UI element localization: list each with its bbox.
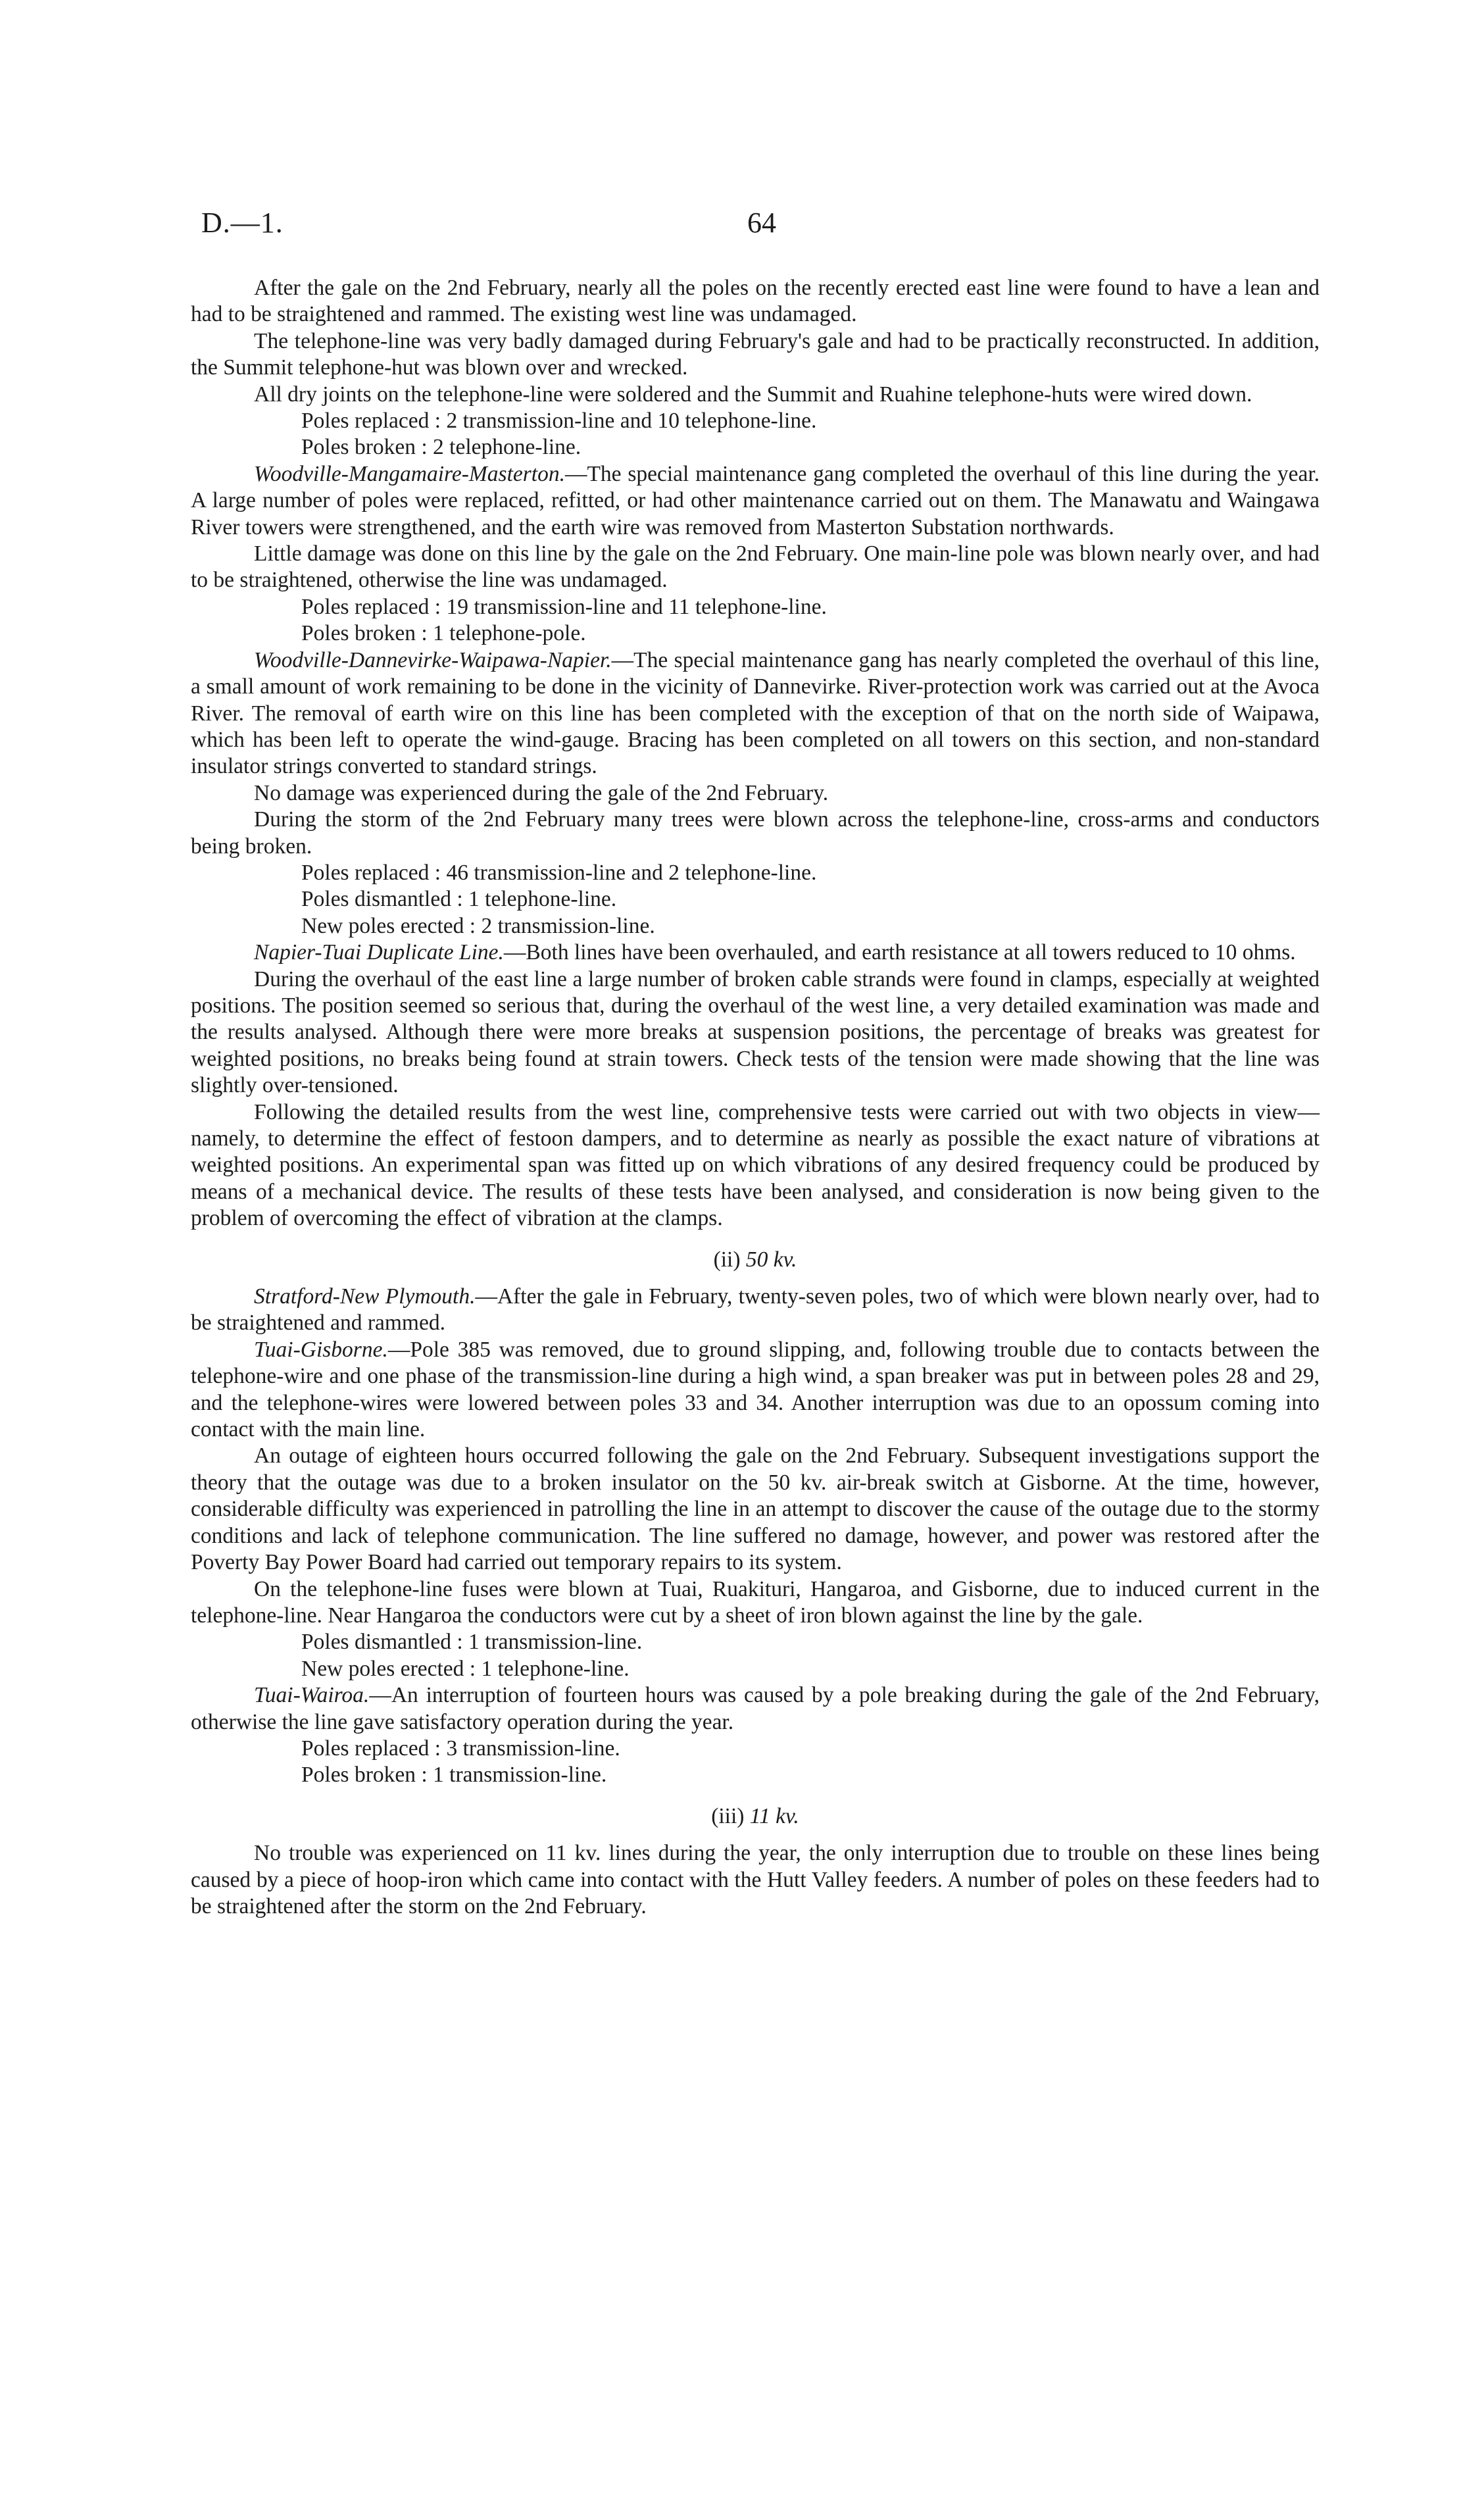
paragraph: On the telephone-line fuses were blown at Tuai, Ruakituri, Hangaroa, and Gisborne, due to induced current in the telephone-line. Near Hangaroa the conductors were cut by a sheet of iron blown against the line by the gale. (191, 1576, 1320, 1628)
pole-stat-line: Poles broken : 1 transmission-line. (301, 1763, 607, 1788)
pole-stat-line: Poles replaced : 19 transmission-line and 11 telephone-line. (301, 594, 827, 619)
pole-stat-line: Poles replaced : 3 transmission-line. (301, 1736, 620, 1761)
section-paragraph: Woodville-Dannevirke-Waipawa-Napier.—The special maintenance gang has nearly completed the overhaul of this line, a small amount of work remaining to be done in the vicinity of Dannevirke. River-protection work was carried out at the Avoca River. The removal of earth wire on this line has been completed with the exception of that on the north side of Waipawa, which has been left to operate the wind-gauge. Bracing has been completed on all towers on this section, and non-standard insulator strings converted to standard strings. (191, 647, 1320, 779)
paragraph: An outage of eighteen hours occurred following the gale on the 2nd February. Subsequent investigations support the theory that the outage was due to a broken insulator on the 50 kv. air-break switch at Gisborne. At the time, however, considerable difficulty was experienced in patrolling the line in an attempt to discover the cause of the outage due to the stormy conditions and lack of telephone communication. The line suffered no damage, however, and power was restored after the Poverty Bay Power Board had carried out temporary repairs to its system. (191, 1443, 1320, 1575)
section-title: Woodville-Dannevirke-Waipawa-Napier. (254, 647, 612, 672)
pole-stat-line: Poles broken : 2 telephone-line. (301, 435, 581, 460)
pole-stat-line: New poles erected : 1 telephone-line. (301, 1656, 630, 1681)
section-heading: (ii) 50 kv. (713, 1247, 797, 1272)
document-reference: D.—1. (201, 207, 284, 239)
page-number: 64 (747, 207, 776, 239)
section-heading: (iii) 11 kv. (711, 1803, 799, 1828)
section-title: Tuai-Wairoa. (254, 1683, 370, 1708)
paragraph: Following the detailed results from the west line, comprehensive tests were carried out with two objects in view—namely, to determine the effect of festoon dampers, and to determine as nearly as possible the exact nature of vibrations at weighted positions. An experimental span was fitted up on which vibrations of any desired frequency could be produced by means of a mechanical device. The results of these tests have been analysed, and consideration is now being given to the problem of overcoming the effect of vibration at the clamps. (191, 1099, 1320, 1231)
paragraph: After the gale on the 2nd February, nearly all the poles on the recently erected east line were found to have a lean and had to be straightened and rammed. The existing west line was undamaged. (191, 276, 1320, 327)
paragraph: No damage was experienced during the gale of the 2nd February. (254, 780, 829, 805)
pole-stats (301, 594, 1320, 647)
pole-stat-line: Poles broken : 1 telephone-pole. (301, 621, 586, 646)
pole-stat-line: Poles dismantled : 1 telephone-line. (301, 887, 617, 912)
paragraph: During the storm of the 2nd February many trees were blown across the telephone-line, cross-arms and conductors being broken. (191, 807, 1320, 859)
pole-stats (301, 1629, 1320, 1682)
section-title: Woodville-Mangamaire-Masterton. (254, 461, 565, 486)
section-paragraph: Woodville-Mangamaire-Masterton.—The special maintenance gang completed the overhaul of this line during the year. A large number of poles were replaced, refitted, or had other maintenance carried out on them. The Manawatu and Waingawa River towers were strengthened, and the earth wire was removed from Masterton Substation northwards. (191, 461, 1320, 539)
paragraph: During the overhaul of the east line a large number of broken cable strands were found in clamps, especially at weighted positions. The position seemed so serious that, during the overhaul of the west line, a very detailed examination was made and the results analysed. Although there were more breaks at suspension positions, the percentage of breaks was greatest for weighted positions, no breaks being found at strain towers. Check tests of the tension were made showing that the line was slightly over-tensioned. (191, 966, 1320, 1098)
paragraph: The telephone-line was very badly damaged during February's gale and had to be practically reconstructed. In addition, the Summit telephone-hut was blown over and wrecked. (191, 328, 1320, 380)
pole-stats (301, 408, 1320, 461)
section-title: Stratford-New Plymouth. (254, 1284, 476, 1309)
paragraph: Little damage was done on this line by the gale on the 2nd February. One main-line pole was blown nearly over, and had to be straightened, otherwise the line was undamaged. (191, 541, 1320, 593)
section-paragraph: Napier-Tuai Duplicate Line.—Both lines have been overhauled, and earth resistance at all towers reduced to 10 ohms. (254, 940, 1296, 965)
pole-stat-line: Poles replaced : 2 transmission-line and 10 telephone-line. (301, 409, 817, 434)
paragraph: No trouble was experienced on 11 kv. lines during the year, the only interruption due to trouble on these lines being caused by a piece of hoop-iron which came into contact with the Hutt Valley feeders. A number of poles on these feeders had to be straightened after the storm on the 2nd February. (191, 1841, 1320, 1918)
pole-stats (301, 860, 1320, 940)
paragraph: All dry joints on the telephone-line were soldered and the Summit and Ruahine telephone-huts were wired down. (254, 382, 1252, 407)
section-paragraph: Stratford-New Plymouth.—After the gale in February, twenty-seven poles, two of which were blown nearly over, had to be straightened and rammed. (191, 1284, 1320, 1336)
pole-stat-line: Poles replaced : 46 transmission-line and 2 telephone-line. (301, 860, 817, 885)
pole-stat-line: New poles erected : 2 transmission-line. (301, 913, 655, 938)
pole-stats (301, 1736, 1320, 1789)
pole-stat-line: Poles dismantled : 1 transmission-line. (301, 1630, 643, 1655)
document-body (191, 275, 1320, 1920)
section-paragraph: Tuai-Gisborne.—Pole 385 was removed, due to ground slipping, and, following trouble due to contacts between the telephone-wire and one phase of the transmission-line during a high wind, a span breaker was put in between poles 28 and 29, and the telephone-wires were lowered between poles 33 and 34. Another interruption was due to an opossum coming into contact with the main line. (191, 1337, 1320, 1442)
section-title: Tuai-Gisborne. (254, 1337, 388, 1362)
section-paragraph: Tuai-Wairoa.—An interruption of fourteen hours was caused by a pole breaking during the gale of the 2nd February, otherwise the line gave satisfactory operation during the year. (191, 1683, 1320, 1734)
section-title: Napier-Tuai Duplicate Line. (254, 940, 504, 965)
